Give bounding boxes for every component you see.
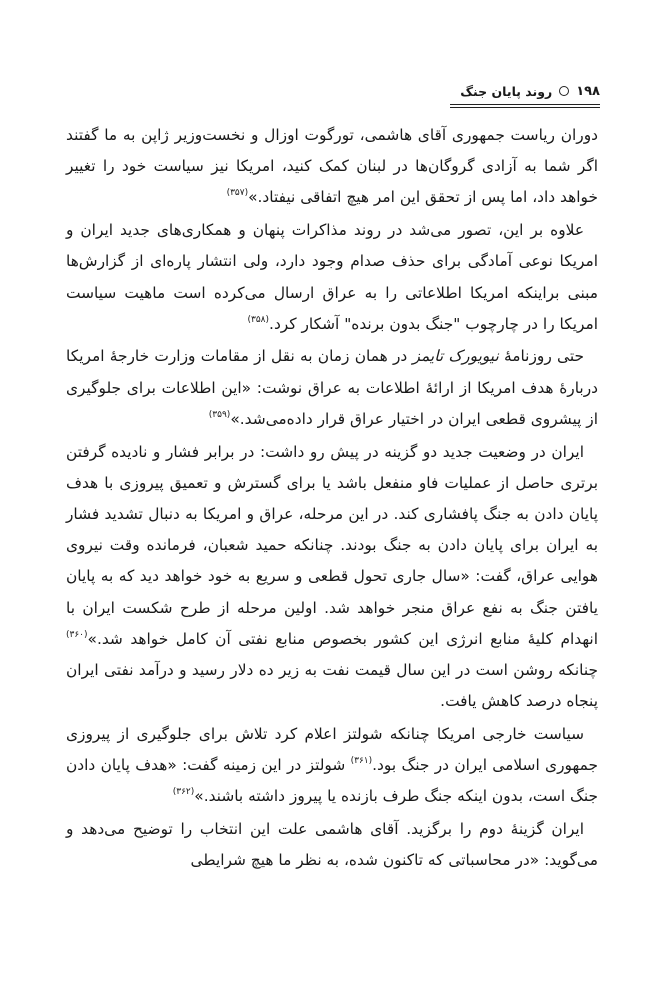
footnote-ref: (۳۶۰): [66, 629, 88, 640]
paragraph: [66, 719, 598, 813]
text-run: علاوه بر این، تصور می‌شد در روند مذاکرات پنهان و همکاری‌های جدید ایران و امریکا نوعی آمادگی برای حذف صدام وجود دارد، ولی انتشار پاره‌ای از گزارش‌ها مبنی براینکه امریکا اطلاعاتی را به عراق ارسال می‌کرده است ماهیت سیاست امریکا را در چارچوب "جنگ بدون برنده" آشکار کرد.: [66, 221, 598, 333]
text-run: ایران در وضعیت جدید دو گزینه در پیش رو داشت: در برابر فشار و نادیده گرفتن برتری حاصل از عملیات فاو منفعل باشد یا برای گسترش و تعمیق پیروزی با هدف پایان دادن به جنگ پافشاری کند. در این مرحله، عراق و امریکا به دنبال تشدید فشار به ایران برای پایان دادن به جنگ بودند. چنانکه حمید شعبان، فرمانده وقت نیروی هوایی عراق، گفت: «سال جاری تحول قطعی و سریع به خود خواهد دید که به پایان یافتن جنگ به نفع عراق منجر خواهد شد. اولین مرحله از طرح شکست ایران با انهدام کلیهٔ منابع انرژی این کشور بخصوص منابع نفتی آن کامل خواهد شد.»: [66, 442, 598, 648]
paragraph: [66, 215, 598, 340]
paragraph: [66, 814, 598, 876]
text-run: شولتز در این زمینه گفت: «هدف پایان دادن جنگ است، بدون اینکه جنگ طرف بازنده یا پیروز داشته باشند.»: [66, 756, 598, 806]
page-number: ۱۹۸: [576, 83, 600, 99]
newspaper-title: نیویورک تایمز: [412, 347, 499, 366]
paragraph: [66, 341, 598, 435]
text-run: دوران ریاست جمهوری آقای هاشمی، تورگوت اوزال و نخست‌وزیر ژاپن به ما گفتند اگر شما به آزادی گروگان‌ها در لبنان کمک کنید، امریکا نیز سیاست خود را تغییر خواهد داد، اما پس از تحقق این امر هیچ اتفاقی نیفتاد.»: [66, 126, 598, 207]
text-run: چنانکه روشن است در این سال قیمت نفت به زیر ده دلار رسید و درآمد نفتی ایران پنجاه درصد کاهش یافت.: [66, 660, 598, 711]
running-head-title: روند پایان جنگ: [460, 83, 553, 99]
footnote-ref: (۳۵۷): [226, 188, 249, 199]
paragraph: [66, 437, 598, 718]
paragraph: [66, 120, 598, 214]
text-run: حتی روزنامهٔ: [498, 347, 584, 366]
footnote-ref: (۳۵۹): [208, 409, 231, 420]
text-run: سیاست خارجی امریکا چنانکه شولتز اعلام کرد تلاش برای جلوگیری از پیروزی جمهوری اسلامی ایران در جنگ بود.: [66, 724, 598, 775]
body-text: [66, 120, 598, 878]
footnote-ref: (۳۶۱): [350, 756, 373, 767]
footnote-ref: (۳۶۲): [172, 787, 195, 798]
running-head: [450, 78, 600, 105]
circle-bullet-icon: [559, 86, 569, 96]
text-run: ایران گزینهٔ دوم را برگزید. آقای هاشمی علت این انتخاب را توضیح می‌دهد و می‌گوید: «در محاسباتی که تاکنون شده، به نظر ما هیچ شرایطی: [66, 819, 598, 870]
text-run: در همان زمان به نقل از مقامات وزارت خارجهٔ امریکا دربارهٔ هدف امریکا از ارائهٔ اطلاعات به عراق نوشت: «این اطلاعات برای جلوگیری از پیشروی قطعی ایران در اختیار عراق قرار داده‌می‌شد.»: [66, 347, 598, 428]
footnote-ref: (۳۵۸): [247, 314, 270, 325]
